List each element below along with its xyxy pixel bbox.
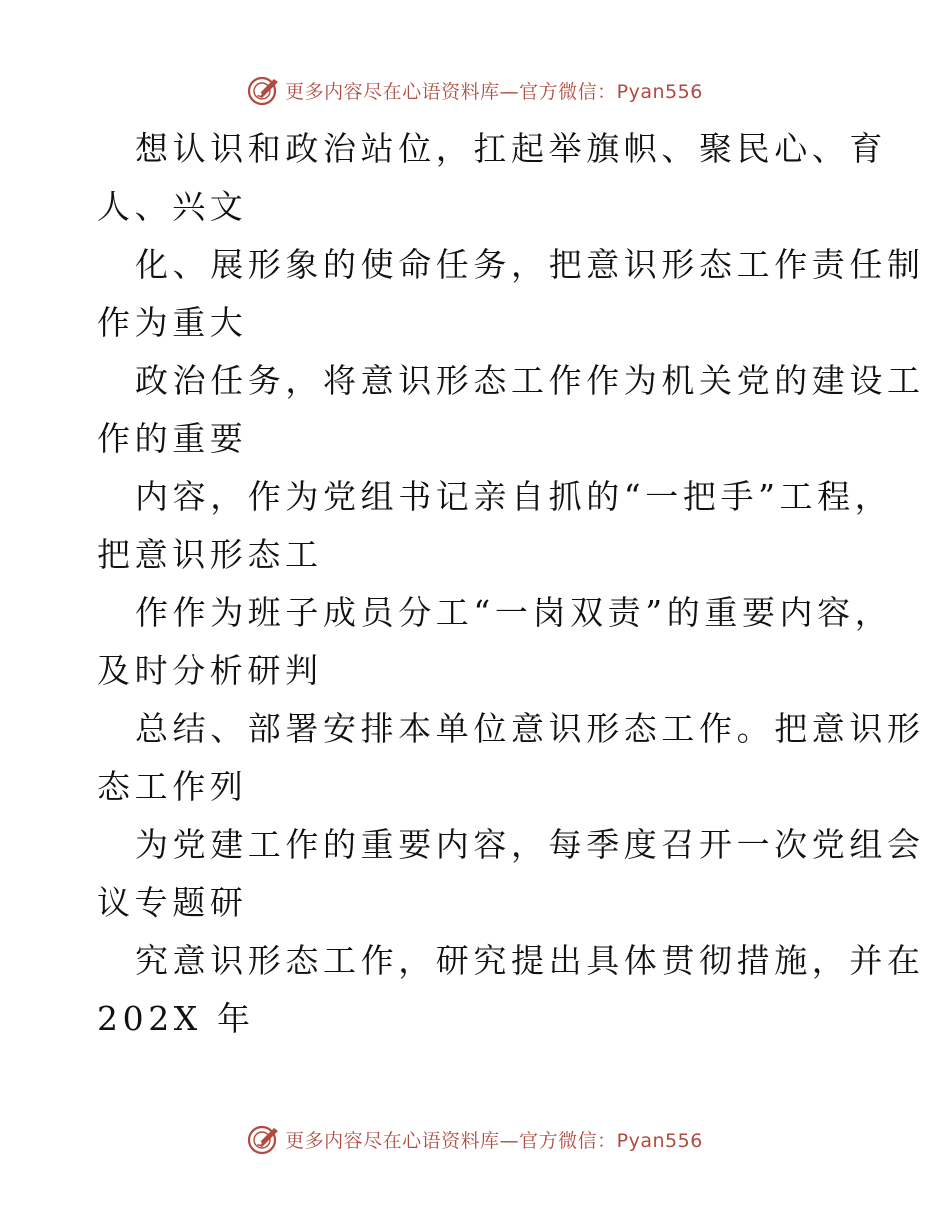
body-line: 议专题研: [97, 883, 248, 922]
body-line: 人、兴文: [97, 187, 248, 226]
body-line: 内容，作为党组书记亲自抓的“一把手”工程，: [135, 477, 893, 516]
body-line: 化、展形象的使命任务，把意识形态工作责任制: [135, 245, 925, 284]
body-line: 想认识和政治站位，扛起举旗帜、聚民心、育: [135, 129, 887, 168]
header-banner: [0, 72, 950, 108]
body-line: 政治任务，将意识形态工作作为机关党的建设工: [135, 361, 925, 400]
body-line: 及时分析研判: [97, 651, 323, 690]
body-line: 究意识形态工作，研究提出具体贯彻措施，并在: [135, 941, 925, 980]
body-line: 作的重要: [97, 419, 248, 458]
document-body: [97, 120, 925, 1048]
body-line: 为党建工作的重要内容，每季度召开一次党组会: [135, 825, 925, 864]
footer-banner: [0, 1121, 950, 1157]
footer-banner-text: 更多内容尽在心语资料库—官方微信：Pyan556: [285, 1129, 703, 1152]
body-line: 总结、部署安排本单位意识形态工作。把意识形: [135, 709, 925, 748]
body-line: 态工作列: [97, 767, 248, 806]
pen-nib-circle-icon: [247, 1122, 281, 1156]
header-banner-text: 更多内容尽在心语资料库—官方微信：Pyan556: [285, 80, 703, 103]
pen-nib-circle-icon: [247, 73, 281, 107]
body-line: 把意识形态工: [97, 535, 323, 574]
body-line: 202X 年: [97, 999, 255, 1038]
body-line: 作作为班子成员分工“一岗双责”的重要内容，: [135, 593, 893, 632]
body-line: 作为重大: [97, 303, 248, 342]
